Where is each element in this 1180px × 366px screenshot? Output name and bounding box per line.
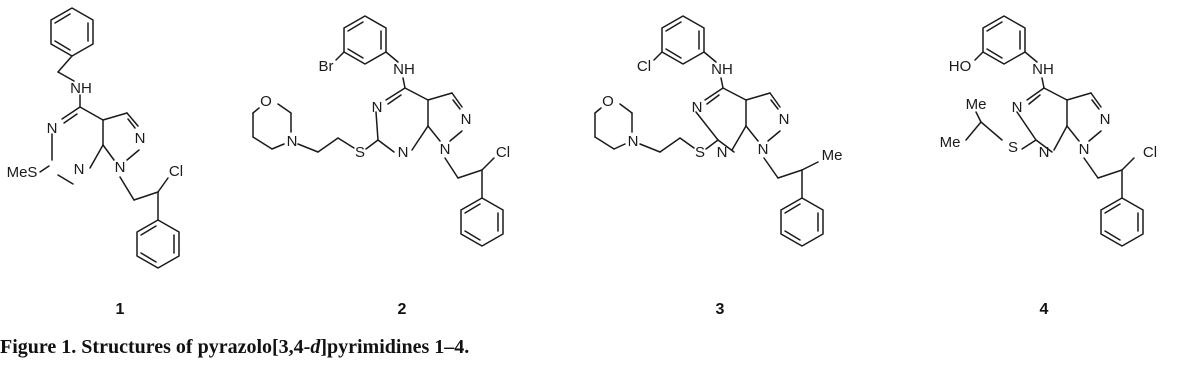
isopropylthio-group [966,112,1036,149]
pyrimidine-n-bottom-label: N [1038,144,1050,161]
pyrazole-n1-label: N [757,141,769,158]
compound-2-structure [253,16,510,318]
methyl-left-label: Me [939,134,961,151]
bromine-label: Br [318,58,334,75]
morpholine-ring [253,104,291,149]
compound-number: 2 [397,301,407,318]
pyrimidine-ring [376,88,428,152]
ethyl-thio-linker [640,138,718,152]
phenyl-ring [781,198,823,246]
pyrazole-n2-label: N [778,111,790,128]
pyrimidine-n-bottom-label: N [73,161,85,178]
chlorine-label: Cl [495,144,511,161]
methylthio-label: MeS [6,164,38,181]
pyrimidine-n-bottom-label: N [716,144,728,161]
chloro-side-chain [445,158,494,198]
sulfur-label: S [694,144,706,161]
pyrazole-n2-label: N [1099,111,1111,128]
pyrimidine-ring [1017,88,1067,152]
pyrimidine-n-top-label: N [371,99,383,116]
morpholine-oxygen-label: O [602,93,614,110]
compound-3-structure [595,16,842,318]
ethyl-thio-linker [298,138,378,152]
caption-text-start: Structures of pyrazolo[3,4- [81,336,311,358]
phenyl-ring [1101,198,1143,246]
amine-label: NH [70,80,92,97]
pyrazole-ring [1067,93,1101,141]
pyrimidine-n-top-label: N [46,120,58,137]
chlorine-label: Cl [636,58,652,75]
morpholine-nitrogen-label: N [286,133,298,150]
pyrazole-n1-label: N [114,159,126,176]
morpholine-oxygen-label: O [260,93,272,110]
chlorine-label: Cl [168,163,184,180]
chlorine-label: Cl [1142,144,1158,161]
phenyl-ring [137,220,179,268]
compound-number: 3 [715,301,725,318]
methyl-top-label: Me [965,96,987,113]
pyrimidine-ring [696,88,746,152]
amine-label: NH [1032,61,1054,78]
caption-text [81,336,469,358]
side-chain-bonds [40,166,168,220]
sulfur-label: S [1007,139,1019,156]
caption-italic-d: d [310,336,321,358]
pyrazole-n2-label: N [460,111,472,128]
compound-number: 1 [115,301,125,318]
chloro-side-chain [1084,158,1134,198]
hydroxyl-label: HO [948,58,972,75]
pyrimidine-n-top-label: N [691,99,703,116]
pyrimidine-n-top-label: N [1011,99,1023,116]
phenyl-ring [461,198,503,246]
methyl-side-chain [764,158,818,198]
amine-label: NH [711,61,733,78]
figure-caption [0,336,469,359]
pyrazole-ring [746,93,780,141]
caption-text-end: ]pyrimidines 1–4. [320,336,470,358]
pyrazole-ring [428,93,462,141]
sulfur-label: S [354,144,366,161]
pyrimidine-n-bottom-label: N [397,144,409,161]
caption-label: Figure 1. [0,336,77,358]
compound-1-structure [7,8,184,318]
morpholine-ring [595,104,632,149]
benzyl-phenyl-ring [51,8,93,56]
pyrazole-n1-label: N [1078,141,1090,158]
methyl-label: Me [821,147,843,164]
pyrazole-n1-label: N [439,141,451,158]
compound-number: 4 [1039,301,1049,318]
compound-4-structure [940,16,1158,318]
amine-label: NH [393,61,415,78]
pyrazole-n2-label: N [134,130,146,147]
morpholine-nitrogen-label: N [627,133,639,150]
